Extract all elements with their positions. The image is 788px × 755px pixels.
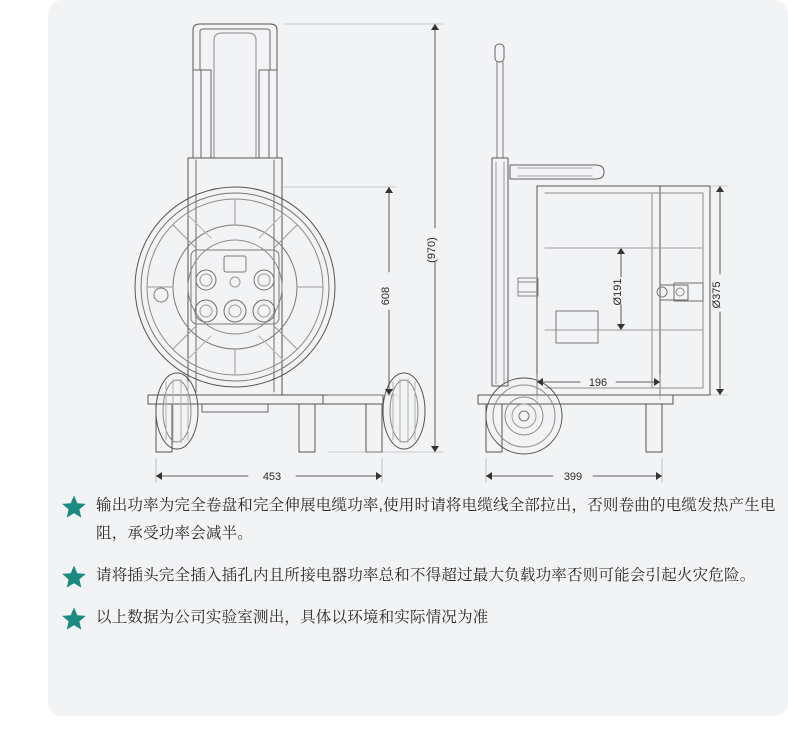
spec-card [48,0,788,716]
drawing-svg [48,0,788,492]
list-item [60,492,776,548]
dim-base-depth: 196 [588,377,608,389]
note-text: 输出功率为完全卷盘和完全伸展电缆功率,使用时请将电缆线全部拉出，否则卷曲的电缆发热产生电阻，承受功率会减半。 [96,497,776,542]
dim-flange-diameter: Ø375 [711,281,723,309]
dim-overall-width: 453 [262,471,282,483]
dim-drum-diameter: Ø191 [612,278,624,306]
star-icon [60,606,88,632]
dim-total-depth: 399 [563,471,583,483]
note-text: 请将插头完全插入插孔内且所接电器功率总和不得超过最大负载功率否则可能会引起火灾危险。 [96,567,756,584]
list-item [60,562,776,590]
dim-reel-height: 608 [380,286,392,306]
dim-overall-height: (970) [426,237,438,263]
list-item [60,604,776,632]
side-dimensions [486,186,728,482]
notes-list [60,492,776,646]
side-view-group [478,44,688,454]
technical-drawing [48,0,788,492]
front-view-group [135,24,425,452]
star-icon [60,494,88,520]
star-icon [60,564,88,590]
note-text: 以上数据为公司实验室测出，具体以环境和实际情况为准 [96,609,489,626]
